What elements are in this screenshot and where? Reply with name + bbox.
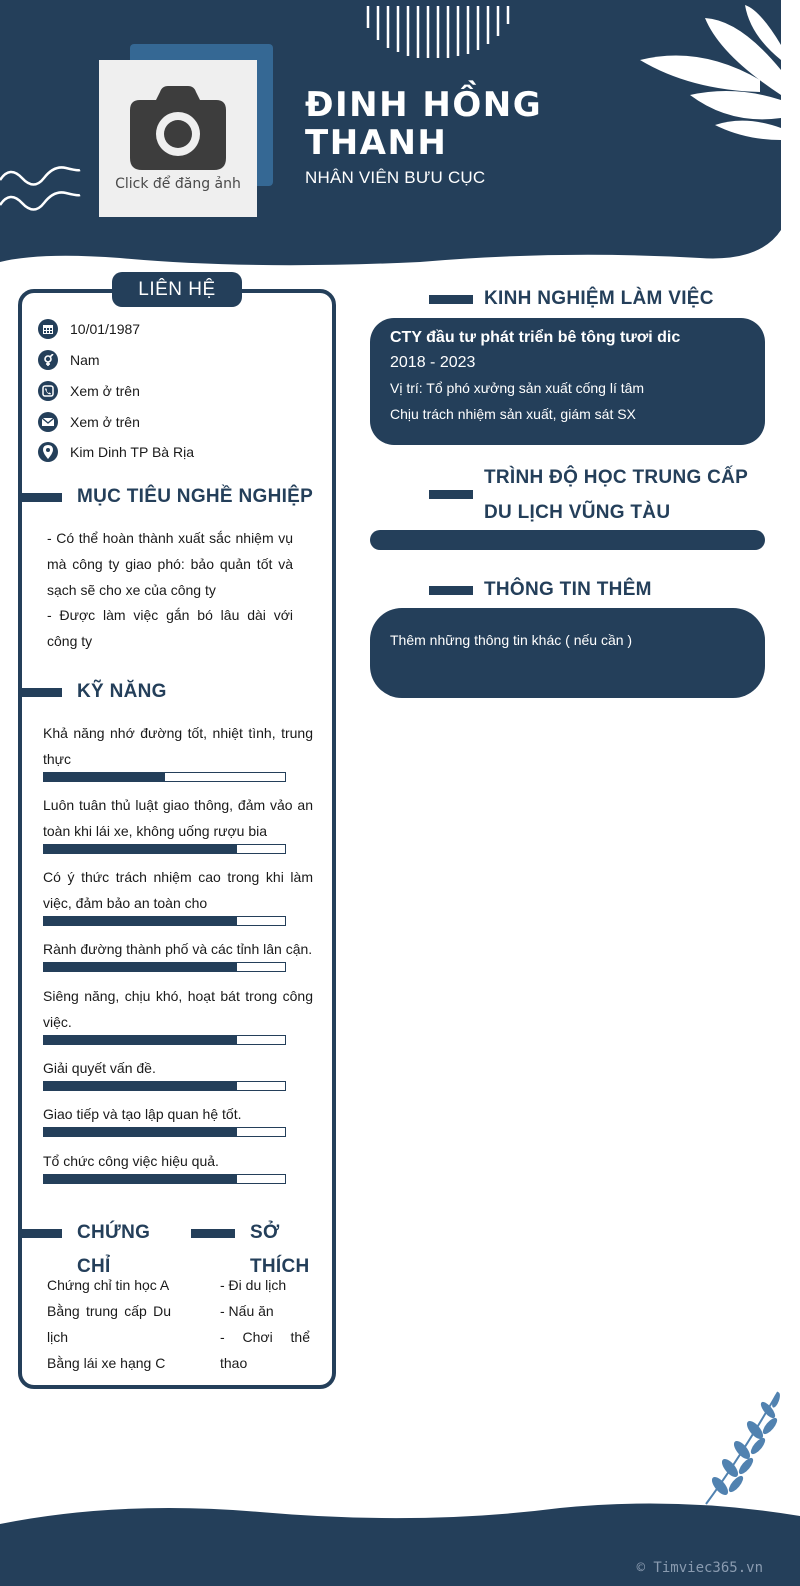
contact-item-gender	[38, 349, 100, 371]
contact-text: Nam	[70, 352, 100, 368]
contact-text: Xem ở trên	[70, 383, 140, 399]
calendar-icon	[38, 319, 58, 339]
contact-section-title: LIÊN HỆ	[112, 272, 242, 307]
extra-info-title: THÔNG TIN THÊM	[484, 579, 652, 600]
section-marker	[429, 586, 473, 595]
contact-item-email	[38, 411, 140, 433]
skill-level-bar	[43, 1081, 286, 1091]
skill-item	[43, 983, 313, 1045]
header-banner	[0, 0, 781, 268]
skill-level-fill	[44, 963, 237, 971]
skill-level-bar	[43, 1127, 286, 1137]
contact-text: Kim Dinh TP Bà Rịa	[70, 444, 194, 460]
candidate-name: ĐINH HỒNG THANH	[305, 85, 543, 163]
certificate-item: Chứng chỉ tin học A	[47, 1277, 170, 1293]
job-title: NHÂN VIÊN BƯU CỤC	[305, 168, 486, 187]
extra-info-card	[370, 608, 765, 698]
section-marker	[22, 493, 62, 502]
camera-icon	[130, 86, 226, 170]
phone-icon	[38, 381, 58, 401]
branch-icon	[700, 1388, 782, 1506]
skill-item	[43, 720, 313, 782]
skill-level-bar	[43, 1035, 286, 1045]
contact-item-phone	[38, 380, 140, 402]
extra-info-text: Thêm những thông tin khác ( nếu cần )	[390, 632, 633, 648]
skill-item	[43, 1055, 313, 1091]
skill-level-fill	[44, 1082, 237, 1090]
skill-text: Tổ chức công việc hiệu quả.	[43, 1153, 219, 1169]
objective-text-2: - Được làm việc gắn bó lâu dài với công ty	[47, 607, 293, 649]
skill-level-fill	[44, 773, 165, 781]
section-marker	[191, 1229, 235, 1238]
skill-item	[43, 936, 313, 972]
hobby-item: - Nấu ăn	[220, 1303, 274, 1319]
skill-level-fill	[44, 1036, 237, 1044]
skill-level-fill	[44, 1128, 237, 1136]
skill-level-fill	[44, 1175, 237, 1183]
skill-text: Rành đường thành phố và các tỉnh lân cận.	[43, 941, 313, 957]
email-icon	[38, 412, 58, 432]
skill-text: Luôn tuân thủ luật giao thông, đảm vảo an toàn khi lái xe, không uống rượu bia	[43, 797, 313, 839]
skill-item	[43, 792, 313, 854]
company-name: CTY đầu tư phát triển bê tông tươi dic	[390, 329, 681, 346]
section-marker	[429, 490, 473, 499]
work-position: Vị trí: Tổ phó xưởng sản xuất cống lí tâm	[390, 380, 645, 396]
skill-level-bar	[43, 916, 286, 926]
objective-text-1: - Có thể hoàn thành xuất sắc nhiệm vụ mà công ty giao phó: bảo quản tốt và sạch sẽ cho xe của công ty	[47, 530, 293, 598]
skills-title: KỸ NĂNG	[77, 681, 167, 702]
experience-card	[370, 318, 765, 445]
section-marker	[22, 1229, 62, 1238]
location-icon	[38, 442, 58, 462]
contact-text: Xem ở trên	[70, 414, 140, 430]
skill-item	[43, 1101, 313, 1137]
photo-caption: Click để đăng ảnh	[115, 175, 241, 192]
skill-level-fill	[44, 845, 237, 853]
skill-text: Có ý thức trách nhiệm cao trong khi làm việc, đảm bảo an toàn cho	[43, 869, 313, 911]
section-marker	[429, 295, 473, 304]
work-period: 2018 - 2023	[390, 354, 476, 371]
gender-icon	[38, 350, 58, 370]
hobby-item: - Đi du lịch	[220, 1277, 287, 1293]
skill-text: Khả năng nhớ đường tốt, nhiệt tình, trung thực	[43, 725, 313, 767]
skill-text: Giao tiếp và tạo lập quan hệ tốt.	[43, 1106, 242, 1122]
skill-level-bar	[43, 844, 286, 854]
skill-item	[43, 864, 313, 926]
hobbies-title: SỞ THÍCH	[250, 1222, 310, 1277]
skill-text: Giải quyết vấn đề.	[43, 1060, 156, 1076]
skill-item	[43, 1148, 313, 1184]
hobby-item: - Chơi thể thao	[220, 1329, 310, 1371]
experience-title: KINH NGHIỆM LÀM VIỆC	[484, 288, 714, 309]
work-duty: Chịu trách nhiệm sản xuất, giám sát SX	[390, 406, 636, 422]
objective-title: MỤC TIÊU NGHỀ NGHIỆP	[77, 486, 314, 507]
certificate-item: Bằng trung cấp Du lịch	[47, 1303, 171, 1345]
section-marker	[22, 688, 62, 697]
skill-level-fill	[44, 917, 237, 925]
skill-level-bar	[43, 1174, 286, 1184]
education-card	[370, 530, 765, 550]
footer-watermark: © Timviec365.vn	[636, 1560, 763, 1576]
education-title: TRÌNH ĐỘ HỌC TRUNG CẤP DU LỊCH VŨNG TÀU	[484, 467, 748, 523]
certificates-title: CHỨNG CHỈ	[77, 1222, 151, 1277]
avatar-upload[interactable]	[99, 60, 257, 217]
skill-level-bar	[43, 772, 286, 782]
skill-text: Siêng năng, chịu khó, hoạt bát trong công việc.	[43, 988, 313, 1030]
contact-text: 10/01/1987	[70, 321, 141, 337]
contact-item-address	[38, 441, 194, 463]
certificate-item: Bằng lái xe hạng C	[47, 1355, 166, 1371]
contact-item-birthday	[38, 318, 140, 340]
skill-level-bar	[43, 962, 286, 972]
